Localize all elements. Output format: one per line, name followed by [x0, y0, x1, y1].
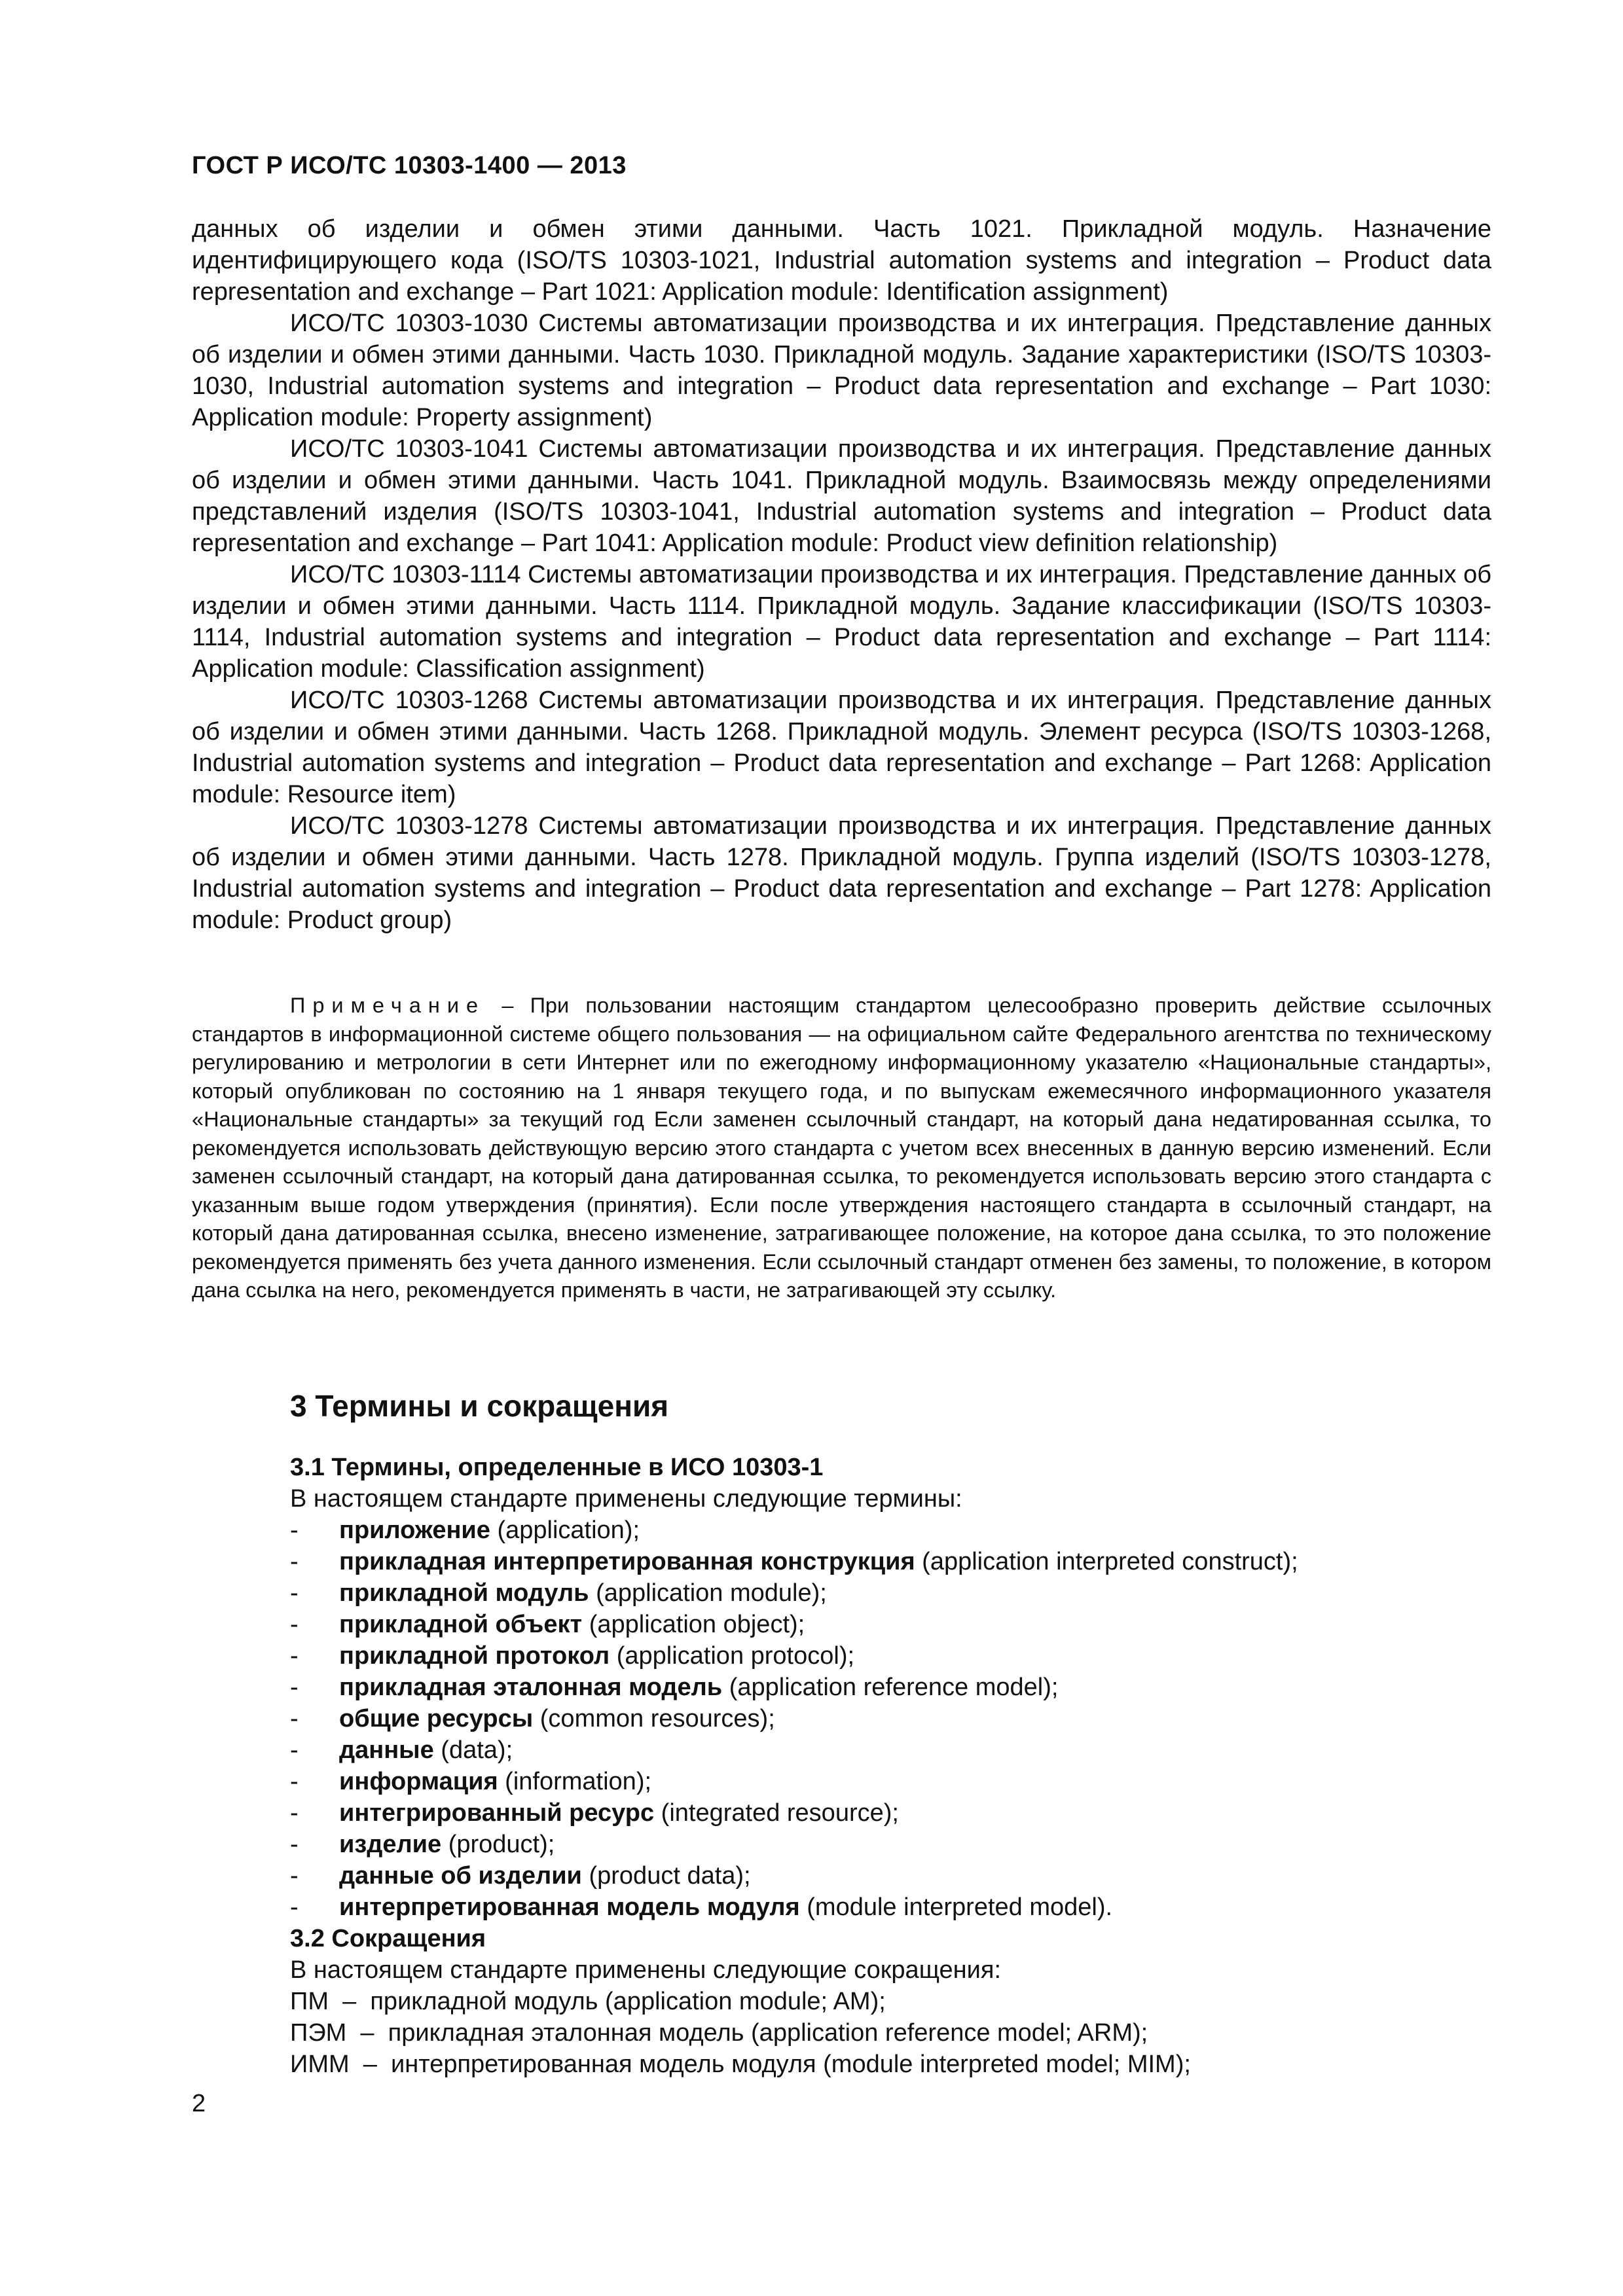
- list-dash: -: [290, 1642, 299, 1670]
- list-item: [290, 1672, 1491, 1703]
- subsection-title: 3.2 Сокращения: [290, 1925, 486, 1952]
- list-item: [290, 1860, 1491, 1892]
- abbreviation: ПМ: [290, 1988, 329, 2015]
- abbreviation-row: [290, 2049, 1491, 2080]
- abbreviation-row: [290, 1986, 1491, 2017]
- term-en: (product);: [441, 1831, 555, 1858]
- term-ru: приложение: [339, 1516, 490, 1544]
- page-number: 2: [192, 2090, 206, 2117]
- note-paragraph: [192, 992, 1491, 1305]
- list-dash: -: [290, 1548, 299, 1575]
- term-ru: общие ресурсы: [339, 1705, 534, 1732]
- list-item: [290, 1640, 1491, 1672]
- list-dash: -: [290, 1611, 299, 1638]
- list-item: [290, 1577, 1491, 1609]
- list-item: [290, 1546, 1491, 1577]
- reference-paragraph: ИСО/ТС 10303-1030 Системы автоматизации производства и их интеграция. Представление данных об изделии и обмен этими данными. Часть 1030. Прикладной модуль. Задание характеристики (ISO/TS 10303-1030, Industrial automation systems and integration – Product data representation and exchange – Part 1030: Application module: Property assignment): [192, 310, 1491, 431]
- abbreviation: ПЭМ: [290, 2019, 347, 2047]
- note-label: Примечание: [290, 994, 486, 1017]
- abbreviation-text: прикладная эталонная модель (application reference model; ARM);: [388, 2019, 1148, 2047]
- terms-list: [290, 1515, 1491, 1923]
- abbreviation-row: [290, 2017, 1491, 2049]
- list-dash: -: [290, 1579, 299, 1607]
- term-ru: данные об изделии: [339, 1862, 582, 1890]
- list-item: [290, 1609, 1491, 1640]
- term-ru: информация: [339, 1768, 498, 1795]
- term-en: (information);: [498, 1768, 652, 1795]
- list-item: [290, 1515, 1491, 1546]
- list-item: [290, 1766, 1491, 1797]
- term-en: (application protocol);: [610, 1642, 855, 1670]
- abbreviation-dash: –: [342, 1988, 357, 2015]
- list-dash: -: [290, 1705, 299, 1732]
- list-dash: -: [290, 1893, 299, 1921]
- list-item: [290, 1829, 1491, 1860]
- reference-paragraph: ИСО/ТС 10303-1268 Системы автоматизации производства и их интеграция. Представление данных об изделии и обмен этими данными. Часть 1268. Прикладной модуль. Элемент ресурса (ISO/TS 10303-1268, Industrial automation systems and integration – Product data representation and exchange – Part 1268: Application module: Resource item): [192, 687, 1491, 808]
- term-en: (application module);: [589, 1579, 827, 1607]
- term-en: (application reference model);: [722, 1674, 1059, 1701]
- term-ru: прикладная интерпретированная конструкция: [339, 1548, 915, 1575]
- abbreviation-dash: –: [363, 2051, 377, 2078]
- reference-paragraph: ИСО/ТС 10303-1041 Системы автоматизации производства и их интеграция. Представление данных об изделии и обмен этими данными. Часть 1041. Прикладной модуль. Взаимосвязь между определениями представлений изделия (ISO/TS 10303-1041, Industrial automation systems and integration – Product data representation and exchange – Part 1041: Application module: Product view definition relationship): [192, 435, 1491, 557]
- abbreviation-text: прикладной модуль (application module; AM);: [370, 1988, 886, 2015]
- term-ru: прикладной объект: [339, 1611, 583, 1638]
- term-ru: данные: [339, 1736, 434, 1764]
- list-item: [290, 1797, 1491, 1829]
- term-ru: интегрированный ресурс: [339, 1799, 655, 1827]
- list-item: [290, 1703, 1491, 1734]
- note-text: – При пользовании настоящим стандартом целесообразно проверить действие ссылочных стандартов в информационной системе общего пользования — на официальном сайте Федерального агентства по техническому регулированию и метрологии в сети Интернет или по ежегодному информационному указателю «Национальные стандарты», который опубликован по состоянию на 1 января текущего года, и по выпускам ежемесячного информационного указателя «Национальные стандарты» за текущий год Если заменен ссылочный стандарт, на который дана недатированная ссылка, то рекомендуется использовать действующую версию этого стандарта с учетом всех внесенных в данную версию изменений. Если заменен ссылочный стандарт, на который дана датированная ссылка, то рекомендуется использовать версию этого стандарта с указанным выше годом утверждения (принятия). Если после утверждения настоящего стандарта в ссылочный стандарт, на который дана датированная ссылка, внесено изменение, затрагивающее положение, на которое дана ссылка, то это положение рекомендуется применять без учета данного изменения. Если ссылочный стандарт отменен без замены, то положение, в котором дана ссылка на него, рекомендуется применять в части, не затрагивающей эту ссылку.: [192, 994, 1491, 1302]
- term-ru: прикладная эталонная модель: [339, 1674, 723, 1701]
- list-item: [290, 1734, 1491, 1766]
- abbreviation-text: интерпретированная модель модуля (module interpreted model; MIM);: [391, 2051, 1191, 2078]
- term-en: (application);: [490, 1516, 640, 1544]
- list-dash: -: [290, 1768, 299, 1795]
- subsection-title: 3.1 Термины, определенные в ИСО 10303-1: [290, 1454, 824, 1481]
- list-dash: -: [290, 1516, 299, 1544]
- term-en: (data);: [433, 1736, 513, 1764]
- references-list: [192, 213, 1491, 936]
- term-ru: интерпретированная модель модуля: [339, 1893, 800, 1921]
- term-en: (module interpreted model).: [799, 1893, 1113, 1921]
- list-dash: -: [290, 1831, 299, 1858]
- abbreviation-dash: –: [360, 2019, 374, 2047]
- term-en: (integrated resource);: [654, 1799, 899, 1827]
- reference-paragraph: данных об изделии и обмен этими данными. Часть 1021. Прикладной модуль. Назначение идентифицирующего кода (ISO/TS 10303-1021, Industrial automation systems and integration – Product data representation and exchange – Part 1021: Application module: Identification assignment): [192, 215, 1491, 306]
- term-en: (application object);: [582, 1611, 805, 1638]
- term-ru: изделие: [339, 1831, 442, 1858]
- abbreviations-intro: В настоящем стандарте применены следующие сокращения:: [290, 1956, 1002, 1984]
- list-item: [290, 1892, 1491, 1923]
- terms-intro: В настоящем стандарте применены следующие термины:: [290, 1485, 962, 1513]
- abbreviation: ИММ: [290, 2051, 350, 2078]
- section-terms: [290, 1386, 1491, 2080]
- term-en: (application interpreted construct);: [915, 1548, 1298, 1575]
- term-ru: прикладной модуль: [339, 1579, 589, 1607]
- section-title: 3 Термины и сокращения: [290, 1389, 669, 1423]
- term-en: (product data);: [581, 1862, 751, 1890]
- list-dash: -: [290, 1674, 299, 1701]
- reference-paragraph: ИСО/ТС 10303-1278 Системы автоматизации производства и их интеграция. Представление данных об изделии и обмен этими данными. Часть 1278. Прикладной модуль. Группа изделий (ISO/TS 10303-1278, Industrial automation systems and integration – Product data representation and exchange – Part 1278: Application module: Product group): [192, 812, 1491, 934]
- list-dash: -: [290, 1736, 299, 1764]
- list-dash: -: [290, 1862, 299, 1890]
- term-en: (common resources);: [533, 1705, 775, 1732]
- term-ru: прикладной протокол: [339, 1642, 610, 1670]
- document-header: ГОСТ Р ИСО/ТС 10303-1400 — 2013: [192, 152, 627, 179]
- reference-paragraph: ИСО/ТС 10303-1114 Системы автоматизации производства и их интеграция. Представление данных об изделии и обмен этими данными. Часть 1114. Прикладной модуль. Задание классификации (ISO/TS 10303-1114, Industrial automation systems and integration – Product data representation and exchange – Part 1114: Application module: Classification assignment): [192, 561, 1491, 683]
- list-dash: -: [290, 1799, 299, 1827]
